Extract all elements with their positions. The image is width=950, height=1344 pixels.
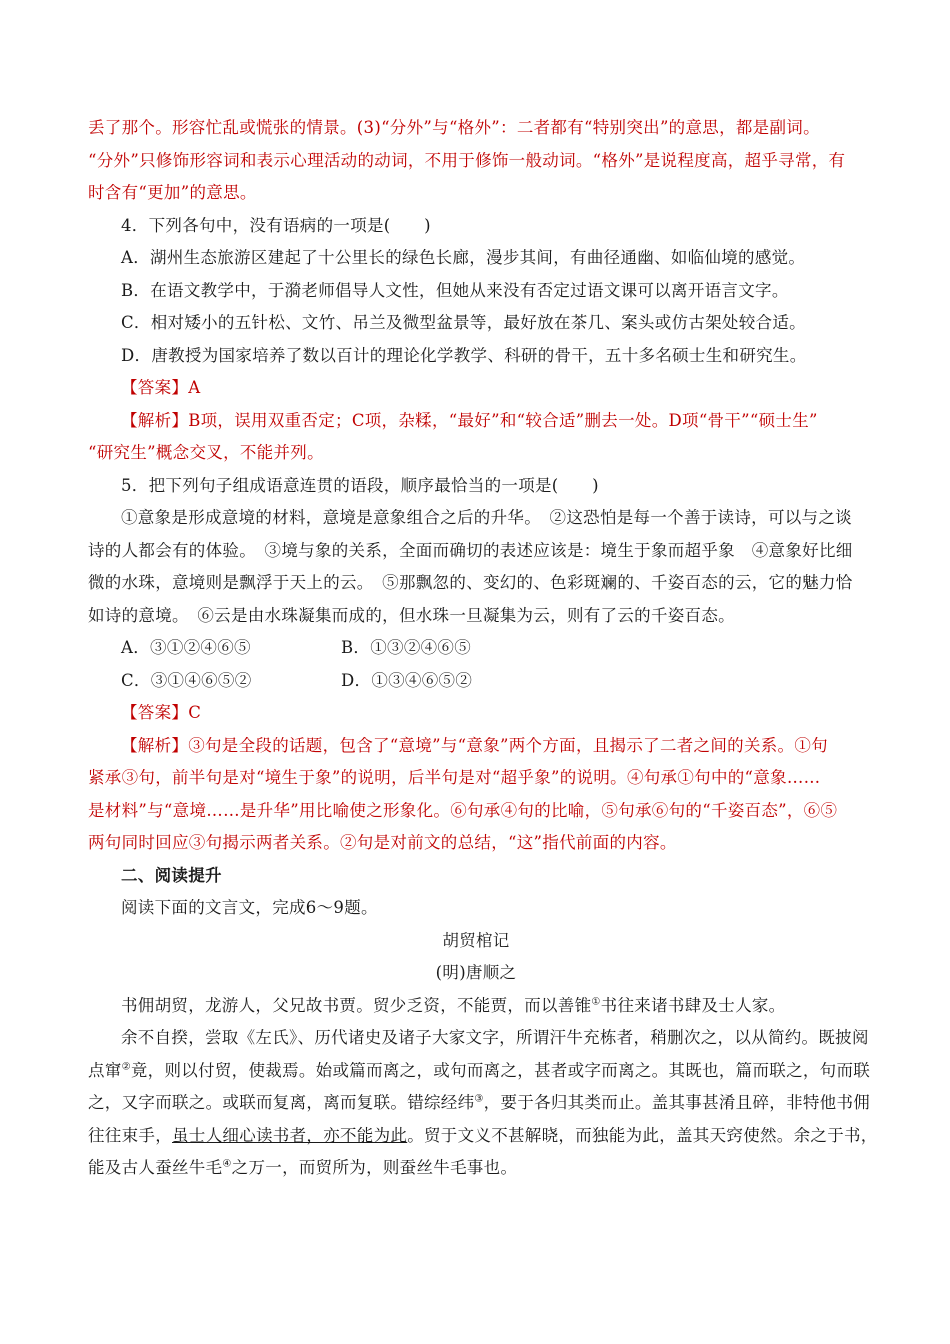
passage-line-2: 余不自揆，尝取《左氏》、历代诸史及诸子大家文字，所谓汗牛充栋者，稍删次之，以从简约。既披阅 xyxy=(121,1028,869,1047)
passage-text: 能及古人蚕丝牛毛 xyxy=(88,1158,223,1177)
question-5-passage-line-2: 诗的人都会有的体验。 ③境与象的关系，全面而确切的表述应该是：境生于象而超乎象 ④意象好比细 xyxy=(88,540,853,560)
question-4-stem: 4．下列各句中，没有语病的一项是( ) xyxy=(121,215,431,235)
passage-text: 。贸于文义不甚解晓，而独能为此，盖其天窍使然。余之于书， xyxy=(407,1125,878,1145)
footnote-marker: ③ xyxy=(474,1093,484,1105)
passage-text: 书佣胡贸，龙游人，父兄故书贾。贸少乏资，不能贾，而以善锥 xyxy=(121,995,592,1015)
passage-text: 往往束手， xyxy=(88,1125,172,1145)
prev-analysis-line-2: “分外”只修饰形容词和表示心理活动的动词，不用于修饰一般动词。“格外”是说程度高，超乎寻常，有 xyxy=(88,150,846,170)
passage-line-6 xyxy=(88,1152,864,1185)
question-5-options-row-1 xyxy=(88,632,864,665)
question-5-analysis-line-2: 紧承③句，前半句是对“境生于象”的说明，后半句是对“超乎象”的说明。④句承①句中的“意象…… xyxy=(88,768,821,787)
passage-text: 之，又字而联之。或联而复离，离而复联。错综经纬 xyxy=(88,1093,475,1112)
question-5-analysis-line-1: 【解析】③句是全段的话题，包含了“意境”与“意象”两个方面，且揭示了二者之间的关系。①句 xyxy=(121,735,828,755)
underlined-sentence: 虽士人细心读书者，亦不能为此 xyxy=(172,1125,408,1145)
question-4-option-c: C．相对矮小的五针松、文竹、吊兰及微型盆景等，最好放在茶几、案头或仿古架处较合适。 xyxy=(121,313,806,332)
question-5-option-c: C．③①④⑥⑤② xyxy=(121,670,252,690)
footnote-marker: ① xyxy=(591,996,601,1007)
question-5-option-b: B．①③②④⑥⑤ xyxy=(341,638,472,657)
passage-line-1 xyxy=(88,990,864,1023)
question-4-answer: 【答案】A xyxy=(121,378,201,397)
footnote-marker: ② xyxy=(121,1061,131,1072)
question-5-analysis-line-3: 是材料”与“意境……是升华”用比喻使之形象化。⑥句承④句的比喻，⑤句承⑥句的“千姿百态”，⑥⑤ xyxy=(88,800,838,820)
question-4-option-a: A．湖州生态旅游区建起了十公里长的绿色长廊，漫步其间，有曲径通幽、如临仙境的感觉。 xyxy=(121,248,806,267)
question-5-option-a: A．③①②④⑥⑤ xyxy=(121,638,251,657)
question-4-analysis-line-2: “研究生”概念交叉，不能并列。 xyxy=(88,443,324,462)
question-5-stem: 5．把下列句子组成语意连贯的语段，顺序最恰当的一项是( ) xyxy=(121,475,599,495)
section-intro: 阅读下面的文言文，完成6～9题。 xyxy=(121,898,378,917)
passage-text: 书往来诸书肆及士人家。 xyxy=(600,995,786,1015)
passage-text: 之万一，而贸所为，则蚕丝牛毛事也。 xyxy=(231,1158,518,1177)
question-5-analysis-line-4: 两句同时回应③句揭示两者关系。②句是对前文的总结，“这”指代前面的内容。 xyxy=(88,833,677,852)
passage-text: 点窜 xyxy=(88,1060,122,1080)
document-page xyxy=(88,112,878,1185)
footnote-marker: ④ xyxy=(222,1158,232,1170)
prev-analysis-line-3: 时含有“更加”的意思。 xyxy=(88,183,257,202)
passage-author: (明)唐顺之 xyxy=(435,963,517,982)
passage-line-4 xyxy=(88,1087,871,1120)
question-5-passage-line-1: ①意象是形成意境的材料，意境是意象组合之后的升华。 ②这恐怕是每一个善于读诗，可以与之谈 xyxy=(121,508,852,527)
passage-line-3 xyxy=(88,1055,871,1088)
question-4-option-d: D．唐教授为国家培养了数以百计的理论化学教学、科研的骨干，五十多名硕士生和研究生。 xyxy=(121,345,807,365)
question-4-option-b: B．在语文教学中，于漪老师倡导人文性，但她从来没有否定过语文课可以离开语言文字。 xyxy=(121,280,789,300)
passage-text: ，要于各归其类而止。盖其事甚淆且碎，非特他书佣 xyxy=(483,1093,871,1112)
passage-text: 竟，则以付贸，使裁焉。始或篇而离之，或句而离之，甚者或字而离之。其既也，篇而联之，句而联 xyxy=(130,1060,871,1080)
passage-line-5 xyxy=(88,1120,878,1153)
prev-analysis-line-1: 丢了那个。形容忙乱或慌张的情景。(3)“分外”与“格外”：二者都有“特别突出”的意思，都是副词。 xyxy=(88,118,820,137)
question-5-options-row-2 xyxy=(88,665,864,698)
question-5-option-d: D．①③④⑥⑤② xyxy=(341,670,473,690)
question-5-answer: 【答案】C xyxy=(121,703,202,722)
section-heading: 二、阅读提升 xyxy=(121,865,222,885)
passage-title: 胡贸棺记 xyxy=(442,930,510,950)
question-5-passage-line-4: 如诗的意境。 ⑥云是由水珠凝集而成的，但水珠一旦凝集为云，则有了云的千姿百态。 xyxy=(88,605,735,625)
question-4-analysis-line-1: 【解析】B项，误用双重否定；C项，杂糅，“最好”和“较合适”删去一处。D项“骨干”“硕士生” xyxy=(121,410,818,430)
question-5-passage-line-3: 微的水珠，意境则是飘浮于天上的云。 ⑤那飘忽的、变幻的、色彩斑斓的、千姿百态的云，它的魅力恰 xyxy=(88,573,853,592)
